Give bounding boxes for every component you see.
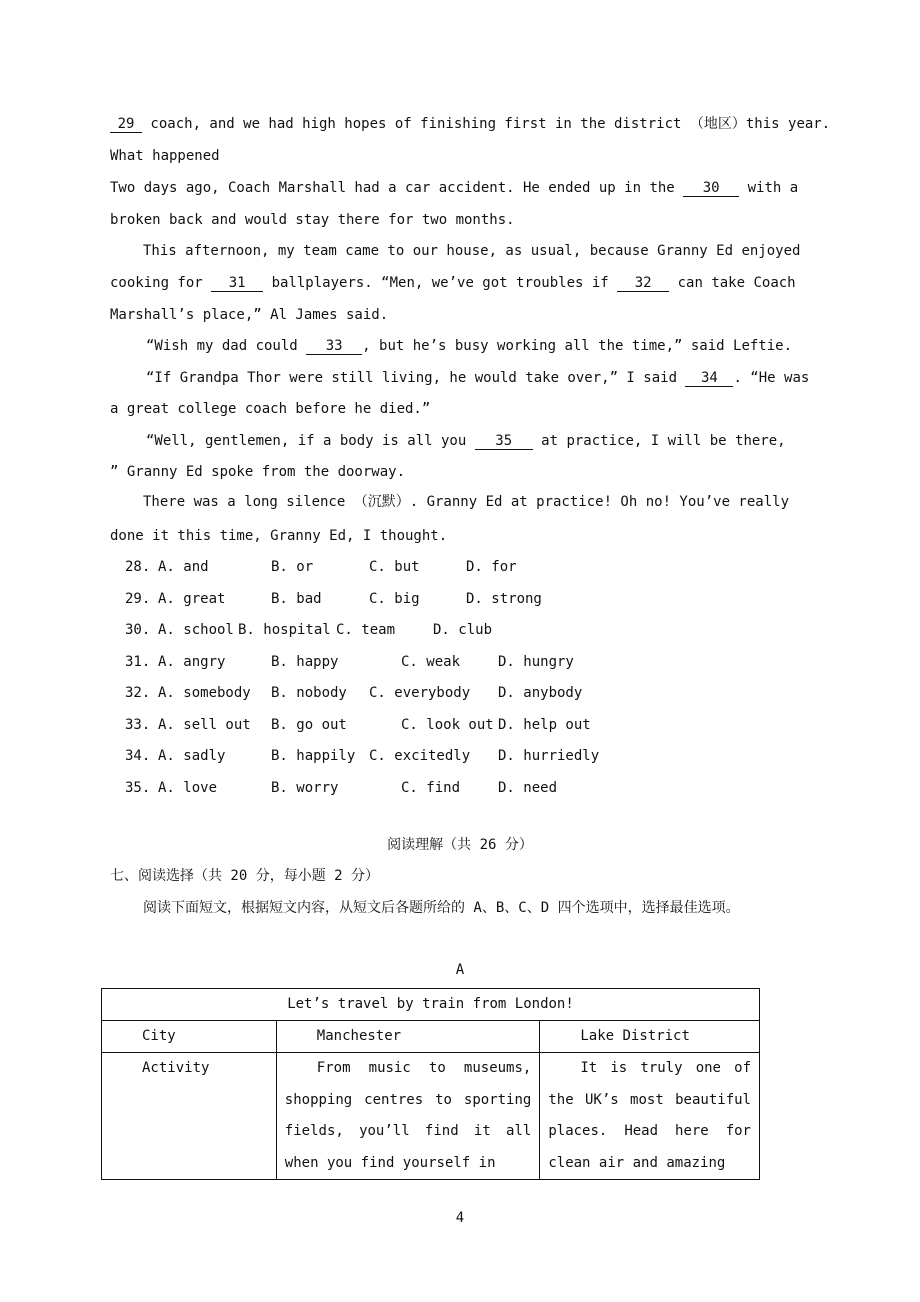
option-b: B. hospital [238,622,331,638]
option-b: B. go out [271,717,347,733]
city-label: City [102,1021,277,1053]
passage-text: Two days ago, Coach Marshall had a car accident. He ended up in the [110,180,684,196]
option-a: A. and [158,559,209,575]
passage-text: ballplayers. “Men, we’ve got troubles if [263,275,618,291]
passage-text: cooking for [110,275,212,291]
passage-line-7: Marshall’s place,” Al James said. [110,307,389,323]
passage-text: coach, and we had high hopes of finishing first in the district （地区）this year. [142,116,831,132]
passage-text: at practice, I will be there, [532,433,786,449]
activity-lake-district: It is truly one of the UK’s most beautiful places. Head here for clean air and amazing [540,1053,760,1180]
activity-manchester: From music to museums, shopping centres to sporting fields, you’ll find it all when you find yourself in [276,1053,540,1180]
passage-text: “Wish my dad could [146,338,307,354]
option-c: C. everybody [369,685,471,701]
passage-line-3 [110,178,810,198]
reading-heading: 阅读理解（共 26 分） [387,837,533,853]
option-a: A. love [158,780,218,796]
table-row [102,1021,760,1053]
passage-line-10: a great college coach before he died.” [110,401,431,417]
option-d: D. for [466,559,517,575]
passage-text: “If Grandpa Thor were still living, he would take over,” I said [146,370,686,386]
option-d: D. anybody [498,685,583,701]
question-number: 32. [125,685,151,701]
option-d: D. hungry [498,654,574,670]
question-number: 34. [125,748,151,764]
option-c: C. excitedly [369,748,471,764]
table-title: Let’s travel by train from London! [102,989,760,1021]
passage-line-1 [110,114,831,134]
question-number: 28. [125,559,151,575]
option-b: B. worry [271,780,339,796]
question-number: 31. [125,654,151,670]
option-d: D. need [498,780,558,796]
blank-32: 32 [617,275,669,292]
section-title: 七、阅读选择（共 20 分，每小题 2 分） [110,868,380,884]
blank-33: 33 [306,338,362,355]
option-c: C. weak [401,654,461,670]
question-number: 33. [125,717,151,733]
passage-text: with a [739,180,799,196]
blank-35: 35 [475,433,533,450]
city-lake-district: Lake District [540,1021,760,1053]
passage-line-14: done it this time, Granny Ed, I thought. [110,528,448,544]
passage-line-13: There was a long silence （沉默）. Granny Ed at practice! Oh no! You’ve really [143,494,790,510]
option-c: C. find [401,780,461,796]
passage-text: . “He was [733,370,810,386]
option-a: A. great [158,591,226,607]
city-manchester: Manchester [276,1021,540,1053]
option-d: D. hurriedly [498,748,600,764]
question-number: 35. [125,780,151,796]
page-number: 4 [455,1210,465,1226]
table-row [102,989,760,1021]
instruction: 阅读下面短文，根据短文内容，从短文后各题所给的 A、B、C、D 四个选项中，选择最佳选项。 [143,900,740,916]
option-c: C. but [369,559,420,575]
option-d: D. club [433,622,493,638]
passage-line-8 [146,336,810,356]
option-d: D. strong [466,591,542,607]
option-a: A. angry [158,654,226,670]
blank-30: 30 [683,180,739,197]
passage-text: , but he’s busy working all the time,” said Leftie. [362,338,793,354]
passage-line-11 [146,431,810,451]
option-b: B. or [271,559,314,575]
passage-line-2: What happened [110,148,220,164]
table-row [102,1053,760,1180]
option-b: B. bad [271,591,322,607]
option-d: D. help out [498,717,591,733]
passage-text: “Well, gentlemen, if a body is all you [146,433,475,449]
question-number: 30. [125,622,151,638]
passage-letter: A [455,962,465,978]
passage-line-12: ” Granny Ed spoke from the doorway. [110,464,406,480]
activity-label: Activity [102,1053,277,1180]
option-a: A. sell out [158,717,251,733]
option-a: A. school [158,622,234,638]
passage-text: can take Coach [669,275,796,291]
passage-line-6 [110,273,810,293]
travel-table [101,988,760,1180]
passage-line-9 [146,368,810,388]
option-b: B. nobody [271,685,347,701]
option-b: B. happy [271,654,339,670]
option-a: A. somebody [158,685,251,701]
option-c: C. big [369,591,420,607]
passage-line-5: This afternoon, my team came to our house, as usual, because Granny Ed enjoyed [143,243,801,259]
blank-34: 34 [685,370,733,387]
blank-31: 31 [211,275,263,292]
blank-29: 29 [110,116,142,133]
option-c: C. look out [401,717,494,733]
option-b: B. happily [271,748,356,764]
option-a: A. sadly [158,748,226,764]
question-number: 29. [125,591,151,607]
passage-line-4: broken back and would stay there for two months. [110,212,515,228]
option-c: C. team [336,622,396,638]
